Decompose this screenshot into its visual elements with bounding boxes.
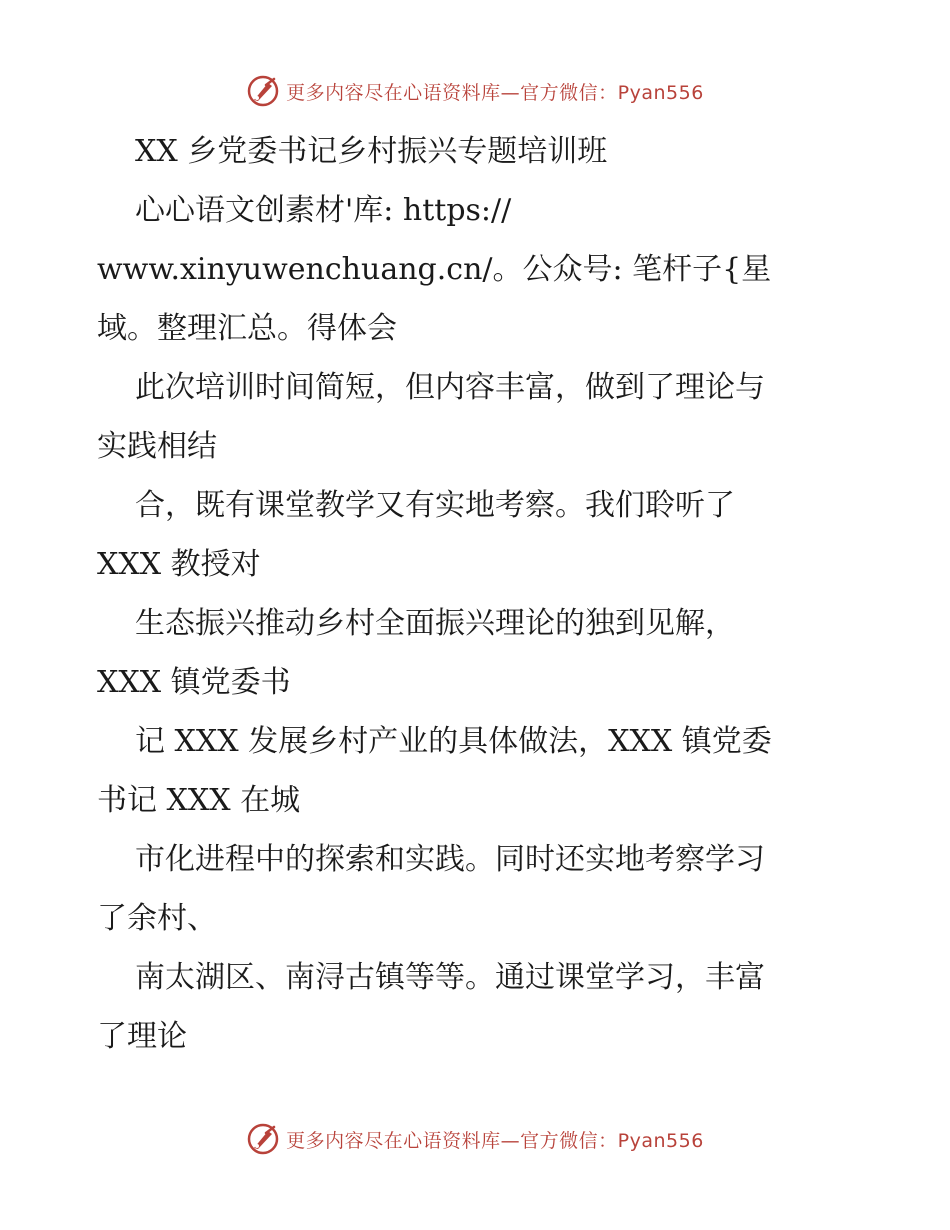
document-line: 生态振兴推动乡村全面振兴理论的独到见解，	[135, 606, 735, 641]
document-line: 心心语文创素材'库: https://	[135, 193, 512, 228]
document-line: 记 XXX 发展乡村产业的具体做法，XXX 镇党委	[135, 724, 772, 759]
header-banner	[0, 71, 950, 111]
footer-banner-text: 更多内容尽在心语资料库—官方微信：Pyan556	[286, 1129, 704, 1152]
document-line: XXX 教授对	[97, 547, 261, 582]
document-line: 此次培训时间简短，但内容丰富，做到了理论与	[135, 370, 765, 405]
quill-pen-logo-icon	[246, 1122, 280, 1156]
footer-banner	[0, 1119, 950, 1159]
document-line: 书记 XXX 在城	[97, 783, 301, 818]
document-line: 市化进程中的探索和实践。同时还实地考察学习	[135, 842, 765, 877]
header-banner-text: 更多内容尽在心语资料库—官方微信：Pyan556	[286, 81, 704, 104]
document-line: 了余村、	[97, 901, 217, 936]
document-line: XX 乡党委书记乡村振兴专题培训班	[135, 134, 608, 169]
document-line: 实践相结	[97, 429, 217, 464]
document-line: 了理论	[97, 1019, 187, 1054]
quill-pen-logo-icon	[246, 74, 280, 108]
document-body	[97, 122, 857, 1066]
document-line: 合，既有课堂教学又有实地考察。我们聆听了	[135, 488, 735, 523]
document-line: 域。整理汇总。得体会	[97, 311, 397, 346]
document-line: XXX 镇党委书	[97, 665, 291, 700]
document-line: 南太湖区、南浔古镇等等。通过课堂学习，丰富	[135, 960, 765, 995]
document-line: www.xinyuwenchuang.cn/。公众号: 笔杆子{星	[97, 252, 772, 287]
